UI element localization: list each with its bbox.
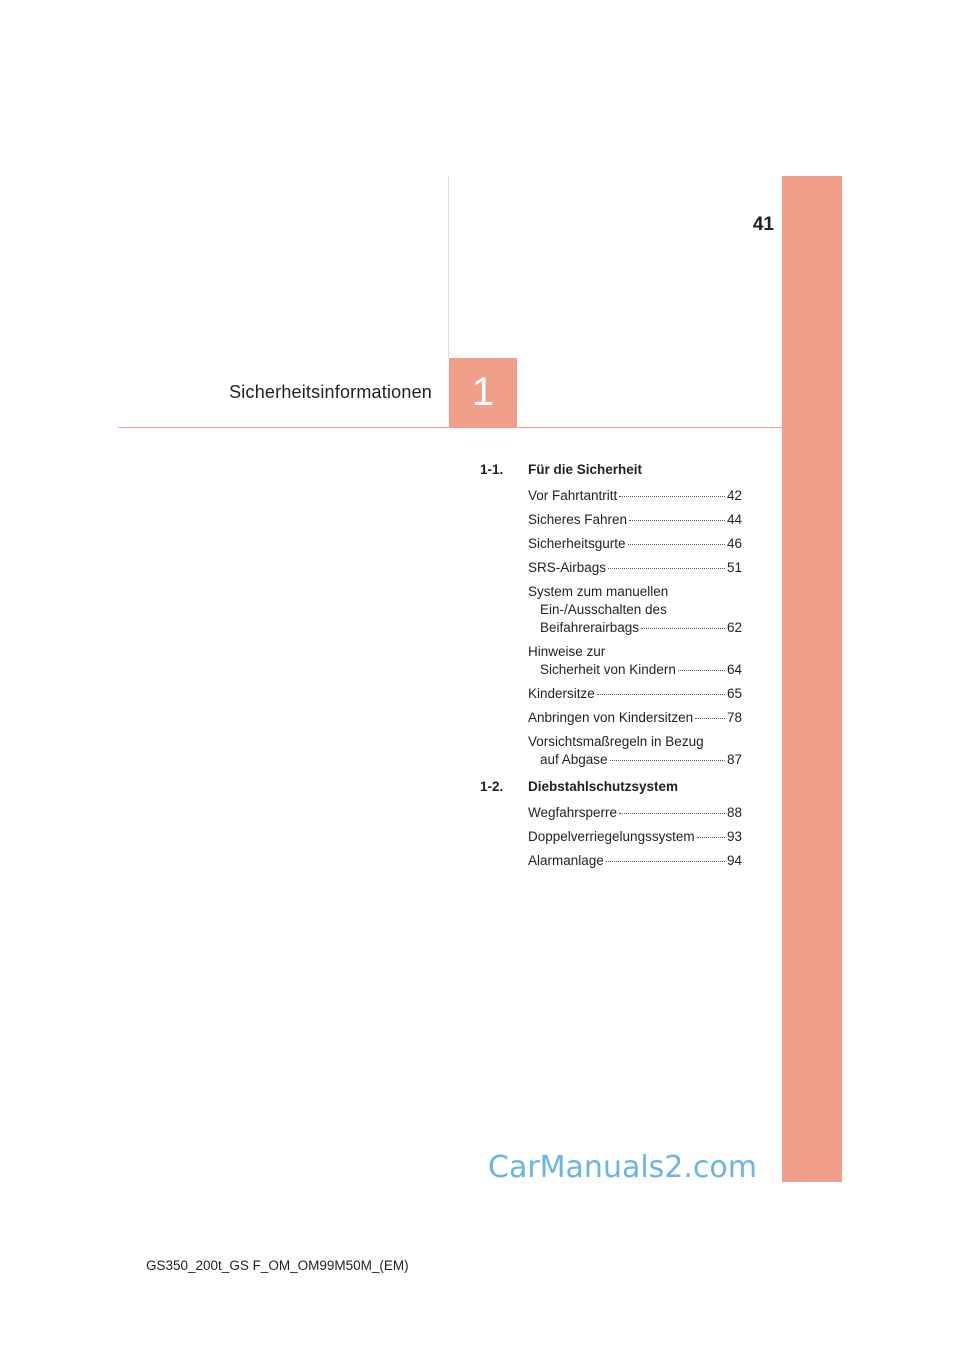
chapter-side-tab xyxy=(782,176,842,1182)
toc-page-number: 42 xyxy=(726,488,742,503)
toc-entry[interactable] xyxy=(480,487,742,505)
dot-leader xyxy=(628,544,725,545)
dot-leader xyxy=(597,694,725,695)
toc-page-number: 78 xyxy=(726,710,742,725)
toc-entry-text: Ein-/Ausschalten des xyxy=(540,602,667,617)
toc-entry[interactable] xyxy=(480,709,742,727)
toc-entry[interactable] xyxy=(480,511,742,529)
document-footer: GS350_200t_GS F_OM_OM99M50M_(EM) xyxy=(146,1258,409,1273)
toc-section-heading[interactable] xyxy=(480,775,742,798)
table-of-contents xyxy=(480,458,742,876)
toc-entry-text: Anbringen von Kindersitzen xyxy=(528,710,694,725)
toc-entry-text: Vorsichtsmaßregeln in Bezug xyxy=(528,734,704,749)
toc-entry-text: Sicherheitsgurte xyxy=(528,536,626,551)
toc-entry-text: Sicherheit von Kindern xyxy=(540,662,676,677)
toc-section-title: Für die Sicherheit xyxy=(528,462,643,477)
toc-entry[interactable] xyxy=(480,828,742,846)
dot-leader xyxy=(619,496,725,497)
toc-entry-text: Doppelverriegelungssystem xyxy=(528,829,695,844)
vertical-divider xyxy=(448,176,449,358)
toc-entry[interactable] xyxy=(480,559,742,577)
toc-entry[interactable] xyxy=(480,733,742,769)
watermark: CarManuals2.com xyxy=(488,1150,758,1185)
dot-leader xyxy=(695,718,725,719)
toc-entry[interactable] xyxy=(480,643,742,679)
toc-page-number: 64 xyxy=(726,662,742,677)
toc-page-number: 65 xyxy=(726,686,742,701)
dot-leader xyxy=(697,837,725,838)
chapter-number-badge: 1 xyxy=(449,358,517,427)
dot-leader xyxy=(678,670,725,671)
toc-entry-text: auf Abgase xyxy=(540,752,608,767)
toc-entry-text: Beifahrerairbags xyxy=(540,620,640,635)
toc-entry-text: Wegfahrsperre xyxy=(528,805,618,820)
toc-entry-text: System zum manuellen xyxy=(528,584,669,599)
toc-page-number: 87 xyxy=(726,752,742,767)
toc-entry-text: Alarmanlage xyxy=(528,853,604,868)
header-rule xyxy=(118,427,782,428)
toc-entry[interactable] xyxy=(480,535,742,553)
dot-leader xyxy=(619,813,725,814)
toc-entry-text: Hinweise zur xyxy=(528,644,606,659)
toc-page-number: 94 xyxy=(726,853,742,868)
toc-page-number: 88 xyxy=(726,805,742,820)
toc-page-number: 46 xyxy=(726,536,742,551)
chapter-title: Sicherheitsinformationen xyxy=(229,382,432,402)
dot-leader xyxy=(641,628,725,629)
dot-leader xyxy=(610,760,725,761)
toc-entry[interactable] xyxy=(480,804,742,822)
toc-page-number: 44 xyxy=(726,512,742,527)
toc-entry[interactable] xyxy=(480,852,742,870)
toc-entry[interactable] xyxy=(480,685,742,703)
toc-section-number: 1-2. xyxy=(480,779,504,794)
toc-page-number: 51 xyxy=(726,560,742,575)
toc-entry-text: SRS-Airbags xyxy=(528,560,607,575)
toc-section-title: Diebstahlschutzsystem xyxy=(528,779,679,794)
toc-entry-text: Kindersitze xyxy=(528,686,595,701)
page-number: 41 xyxy=(752,214,774,235)
toc-section-number: 1-1. xyxy=(480,462,504,477)
toc-entry[interactable] xyxy=(480,583,742,637)
toc-page-number: 93 xyxy=(726,829,742,844)
toc-entry-text: Vor Fahrtantritt xyxy=(528,488,618,503)
toc-section-heading[interactable] xyxy=(480,458,742,481)
dot-leader xyxy=(606,861,725,862)
dot-leader xyxy=(629,520,725,521)
toc-entry-text: Sicheres Fahren xyxy=(528,512,628,527)
toc-page-number: 62 xyxy=(726,620,742,635)
dot-leader xyxy=(608,568,725,569)
